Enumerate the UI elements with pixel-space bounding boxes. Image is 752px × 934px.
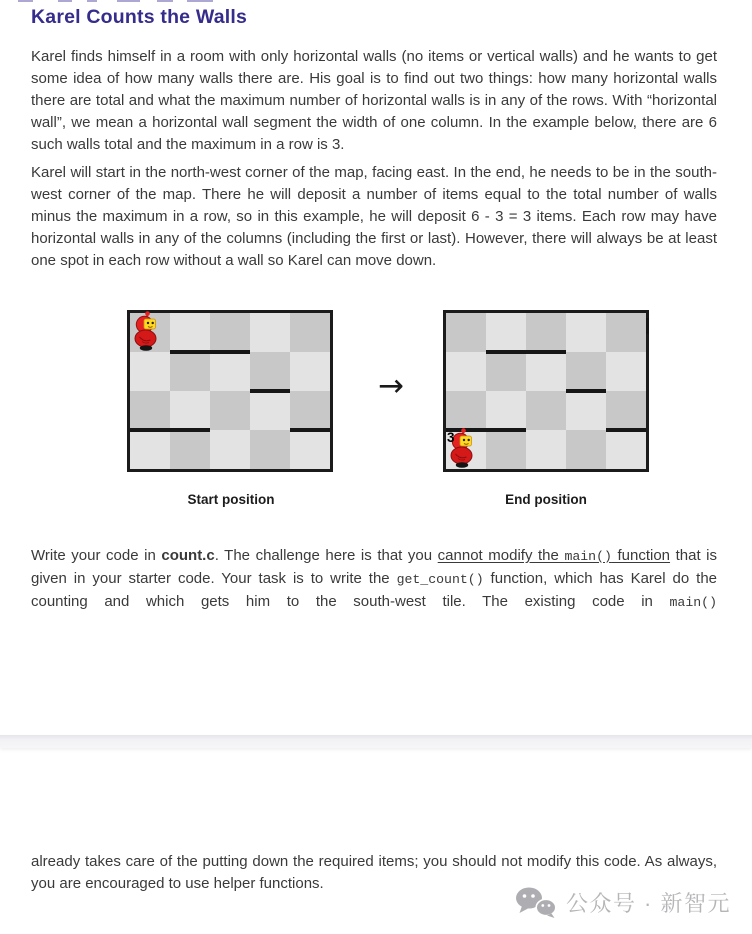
text-segment: already takes care of the putting down the required items; you should not modify this code. As always, you are encouraged to use helper functions. <box>31 853 717 892</box>
wall-segment <box>170 428 210 432</box>
grid-cell <box>566 352 606 391</box>
grid-cell <box>526 352 566 391</box>
grid-cell <box>290 430 330 469</box>
wall-segment <box>250 389 290 393</box>
text-segment: Karel finds himself in a room with only horizontal walls (no items or vertical walls) and he wants to get some idea of how many walls there are. His goal is to find out two things: how many horizontal walls there are total and what the maximum number of horizontal walls is in any of the rows. With “horizontal wall”, we mean a horizontal wall segment the width of one column. In the example below, there are 6 such walls total and the maximum in a row is 3. <box>31 48 717 153</box>
grid-cell <box>290 313 330 352</box>
wall-segment <box>486 428 526 432</box>
caption-end-position: End position <box>505 492 587 507</box>
text-segment: main() <box>564 549 612 564</box>
text-segment: that is given in your starter code. Your task is to write the <box>31 547 718 587</box>
grid-cell <box>526 430 566 469</box>
paragraph-rules <box>31 162 717 272</box>
grid-cell <box>446 352 486 391</box>
karel-robot <box>132 311 164 351</box>
grid-cell <box>170 313 210 352</box>
karel-robot-sprite <box>132 311 164 351</box>
grid-cell <box>606 352 646 391</box>
text-segment: get_count() <box>396 571 484 587</box>
grid-cell <box>566 430 606 469</box>
grid-cell <box>250 430 290 469</box>
wall-segment <box>486 350 526 354</box>
caption-start-position: Start position <box>187 492 275 507</box>
wall-segment <box>130 428 170 432</box>
paragraph-instructions <box>31 545 717 614</box>
grid-cell <box>486 391 526 430</box>
karel-world-end <box>443 310 649 472</box>
grid-cell <box>210 352 250 391</box>
watermark <box>515 885 731 919</box>
grid-cell <box>250 313 290 352</box>
wall-segment <box>210 350 250 354</box>
wall-segment <box>566 389 606 393</box>
grid-cell <box>446 391 486 430</box>
wall-segment <box>606 428 646 432</box>
grid-cell <box>526 391 566 430</box>
text-segment: Write your code in <box>31 547 162 564</box>
karel-world-start <box>127 310 333 472</box>
text-segment: function <box>611 547 671 564</box>
grid-cell <box>130 391 170 430</box>
grid-cell <box>210 313 250 352</box>
grid-cell <box>250 391 290 430</box>
wall-segment <box>290 428 330 432</box>
grid-cell <box>170 391 210 430</box>
wall-segment <box>170 350 210 354</box>
transition-arrow: → <box>378 368 404 404</box>
grid-cell <box>526 313 566 352</box>
watermark-text: 公众号 · 新智元 <box>565 890 731 916</box>
grid-cell <box>606 391 646 430</box>
grid-cell <box>290 391 330 430</box>
grid-cell <box>170 352 210 391</box>
text-segment: . The challenge here is that you <box>214 547 438 564</box>
grid-cell <box>130 430 170 469</box>
paragraph-intro <box>31 46 717 156</box>
grid-cell <box>486 313 526 352</box>
text-segment: function, which has Karel do the counting and which gets him to the south-west tile. The existing code in <box>31 569 717 610</box>
grid-cell <box>566 391 606 430</box>
grid-cell <box>486 430 526 469</box>
page-title: Karel Counts the Walls <box>31 6 248 28</box>
page-break-divider <box>0 735 752 748</box>
grid-cell <box>210 391 250 430</box>
grid-cell <box>606 313 646 352</box>
wall-segment <box>526 350 566 354</box>
grid-cell <box>250 352 290 391</box>
grid-cell <box>486 352 526 391</box>
items-count-label: 3 <box>447 430 455 445</box>
grid-cell <box>606 430 646 469</box>
grid-cell <box>130 352 170 391</box>
grid-cell <box>210 430 250 469</box>
text-segment: cannot modify the <box>437 547 565 564</box>
text-segment: count.c <box>161 547 215 564</box>
text-segment: Karel will start in the north-west corner of the map, facing east. In the end, he needs to be in the south-west corner of the map. There he will deposit a number of items equal to the total number of walls minus the maximum in a row, so in this example, he will deposit 6 - 3 = 3 items. Each row may have horizontal walls in any of the columns (including the first or last). However, there will always be at least one spot in each row without a wall so Karel can move down. <box>31 164 717 269</box>
grid-cell <box>446 313 486 352</box>
grid-cell <box>290 352 330 391</box>
text-segment: main() <box>669 594 717 610</box>
grid-cell <box>170 430 210 469</box>
wechat-icon <box>515 886 557 919</box>
grid-cell <box>566 313 606 352</box>
